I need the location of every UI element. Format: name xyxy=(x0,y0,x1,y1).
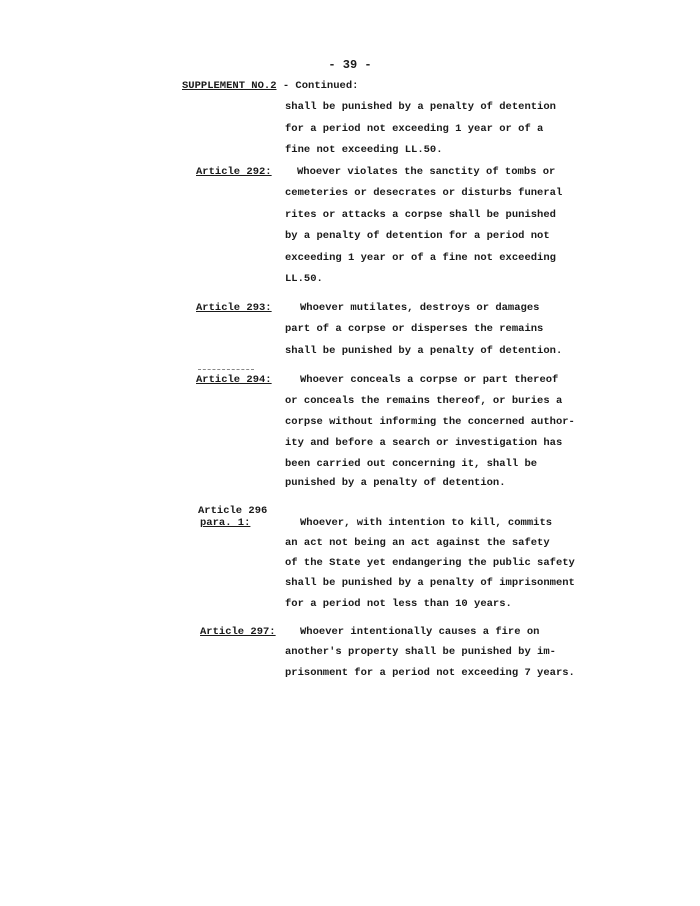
supplement-title: SUPPLEMENT NO.2 xyxy=(182,80,277,92)
article-294-line: been carried out concerning it, shall be xyxy=(285,458,538,470)
article-292-label: Article 292: xyxy=(196,166,272,178)
article-292-line: rites or attacks a corpse shall be punished xyxy=(285,209,556,221)
intro-line: for a period not exceeding 1 year or of a xyxy=(285,123,544,135)
page-number: - 39 - xyxy=(328,58,372,72)
article-297-line: prisonment for a period not exceeding 7 years. xyxy=(285,667,575,679)
article-292-line: Whoever violates the sanctity of tombs or xyxy=(297,166,556,178)
intro-line: shall be punished by a penalty of detention xyxy=(285,101,556,113)
article-296-line: Whoever, with intention to kill, commits xyxy=(300,517,553,529)
scan-smudge xyxy=(198,369,254,373)
article-293-line: Whoever mutilates, destroys or damages xyxy=(300,302,540,314)
article-294-line: ity and before a search or investigation has xyxy=(285,437,563,449)
article-292-line: by a penalty of detention for a period not xyxy=(285,230,550,242)
article-292-line: exceeding 1 year or of a fine not exceeding xyxy=(285,252,556,264)
article-296-para-label: para. 1: xyxy=(200,517,251,529)
continued-label: - Continued: xyxy=(276,80,359,92)
article-296-line: for a period not less than 10 years. xyxy=(285,598,512,610)
intro-line: fine not exceeding LL.50. xyxy=(285,144,443,156)
article-296-label: Article 296 xyxy=(198,505,268,517)
article-293-line: part of a corpse or disperses the remains xyxy=(285,323,544,335)
article-297-label: Article 297: xyxy=(200,626,276,638)
article-294-line: Whoever conceals a corpse or part thereof xyxy=(300,374,559,386)
article-293-label: Article 293: xyxy=(196,302,272,314)
article-296-line: of the State yet endangering the public safety xyxy=(285,557,575,569)
article-297-line: Whoever intentionally causes a fire on xyxy=(300,626,540,638)
article-297-line: another's property shall be punished by im- xyxy=(285,646,556,658)
article-296-line: an act not being an act against the safety xyxy=(285,537,550,549)
article-293-line: shall be punished by a penalty of detention. xyxy=(285,345,563,357)
article-292-line: cemeteries or desecrates or disturbs funeral xyxy=(285,187,563,199)
article-294-line: punished by a penalty of detention. xyxy=(285,477,506,489)
supplement-header xyxy=(182,80,358,92)
article-294-label: Article 294: xyxy=(196,374,272,386)
article-294-line: corpse without informing the concerned author- xyxy=(285,416,575,428)
article-294-line: or conceals the remains thereof, or buries a xyxy=(285,395,563,407)
article-296-line: shall be punished by a penalty of imprisonment xyxy=(285,577,575,589)
article-292-line: LL.50. xyxy=(285,273,323,285)
